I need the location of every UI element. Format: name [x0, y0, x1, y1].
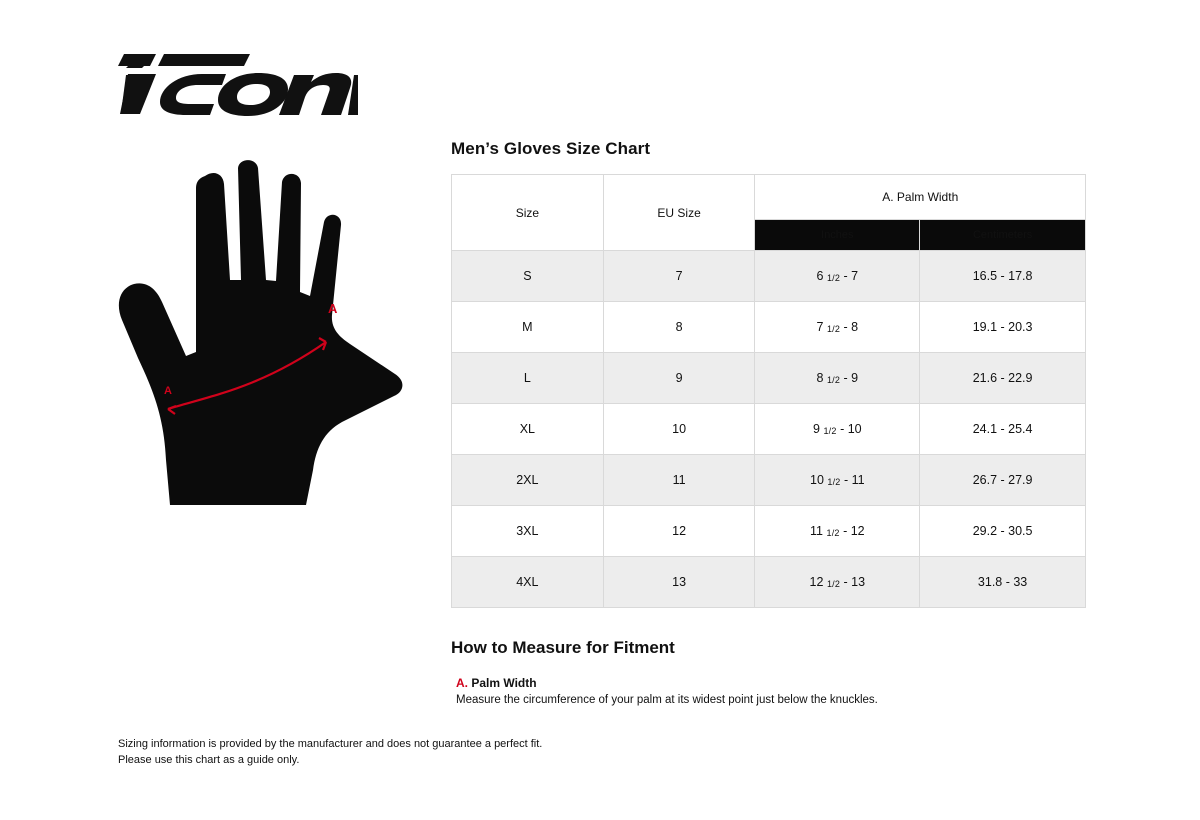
cell-size: S [452, 251, 604, 302]
cell-size: 3XL [452, 506, 604, 557]
inches-fraction: 1/2 [826, 273, 841, 283]
cell-centimeters: 29.2 - 30.5 [920, 506, 1086, 557]
inches-range-end: - 8 [843, 320, 859, 334]
table-header [452, 175, 1086, 251]
table-row [452, 506, 1086, 557]
size-chart-table [451, 174, 1086, 608]
table-row [452, 251, 1086, 302]
brand-logo [118, 42, 358, 122]
disclaimer-line-2: Please use this chart as a guide only. [118, 753, 300, 766]
column-header-size: Size [452, 175, 604, 251]
inches-fraction: 1/2 [827, 477, 841, 487]
registered-trademark: ® [349, 106, 356, 116]
cell-eu-size: 8 [603, 302, 755, 353]
cell-eu-size: 13 [603, 557, 755, 608]
inches-whole: 8 [816, 371, 824, 385]
cell-centimeters: 19.1 - 20.3 [920, 302, 1086, 353]
inches-fraction: 1/2 [826, 324, 841, 334]
cell-inches [755, 404, 920, 455]
table-row [452, 302, 1086, 353]
inches-whole: 7 [816, 320, 824, 334]
how-to-measure-title: How to Measure for Fitment [451, 638, 675, 657]
cell-size: XL [452, 404, 604, 455]
inches-fraction: 1/2 [823, 426, 837, 436]
inches-whole: 6 [816, 269, 824, 283]
column-header-inches: Inches [755, 220, 920, 251]
cell-eu-size: 9 [603, 353, 755, 404]
cell-eu-size: 7 [603, 251, 755, 302]
hand-silhouette-icon [110, 160, 430, 520]
cell-centimeters: 31.8 - 33 [920, 557, 1086, 608]
inches-whole: 11 [810, 524, 823, 538]
inches-range-end: - 7 [843, 269, 859, 283]
table-row [452, 455, 1086, 506]
inches-range-end: - 13 [843, 575, 866, 589]
cell-size: 2XL [452, 455, 604, 506]
cell-centimeters: 21.6 - 22.9 [920, 353, 1086, 404]
measure-item-label: Palm Width [471, 676, 537, 690]
disclaimer-line-1: Sizing information is provided by the manufacturer and does not guarantee a perfect fit. [118, 738, 543, 750]
cell-inches [755, 302, 920, 353]
cell-size: 4XL [452, 557, 604, 608]
palm-width-label-a: A [328, 301, 338, 316]
table-body [452, 251, 1086, 608]
cell-size: L [452, 353, 604, 404]
column-header-centimeters: Centimeters [920, 220, 1086, 251]
how-to-measure-item-title [456, 676, 537, 690]
cell-eu-size: 11 [603, 455, 755, 506]
inches-whole: 12 [809, 575, 824, 589]
inches-range-end: - 10 [840, 422, 862, 436]
inches-fraction: 1/2 [826, 528, 840, 538]
inches-whole: 9 [813, 422, 820, 436]
how-to-measure-item-text: Measure the circumference of your palm at its widest point just below the knuckles. [456, 694, 878, 706]
inches-range-end: - 11 [844, 473, 865, 487]
disclaimer [118, 737, 542, 769]
inches-fraction: 1/2 [826, 579, 841, 589]
inches-whole: 10 [810, 473, 824, 487]
cell-inches [755, 557, 920, 608]
icon-wordmark-icon [118, 42, 358, 122]
cell-centimeters: 16.5 - 17.8 [920, 251, 1086, 302]
table-row [452, 404, 1086, 455]
cell-inches [755, 506, 920, 557]
palm-width-label-a-secondary: A [164, 385, 172, 397]
cell-inches [755, 455, 920, 506]
hand-illustration [110, 160, 430, 520]
inches-range-end: - 12 [843, 524, 865, 538]
measure-marker-a: A. [456, 676, 468, 690]
cell-inches [755, 353, 920, 404]
table-row [452, 353, 1086, 404]
column-header-palm-width: A. Palm Width [755, 175, 1086, 220]
cell-centimeters: 24.1 - 25.4 [920, 404, 1086, 455]
cell-eu-size: 10 [603, 404, 755, 455]
cell-inches [755, 251, 920, 302]
cell-size: M [452, 302, 604, 353]
column-header-eu-size: EU Size [603, 175, 755, 251]
table-row [452, 557, 1086, 608]
cell-eu-size: 12 [603, 506, 755, 557]
cell-centimeters: 26.7 - 27.9 [920, 455, 1086, 506]
inches-range-end: - 9 [843, 371, 859, 385]
inches-fraction: 1/2 [826, 375, 841, 385]
page-title: Men’s Gloves Size Chart [451, 139, 651, 158]
